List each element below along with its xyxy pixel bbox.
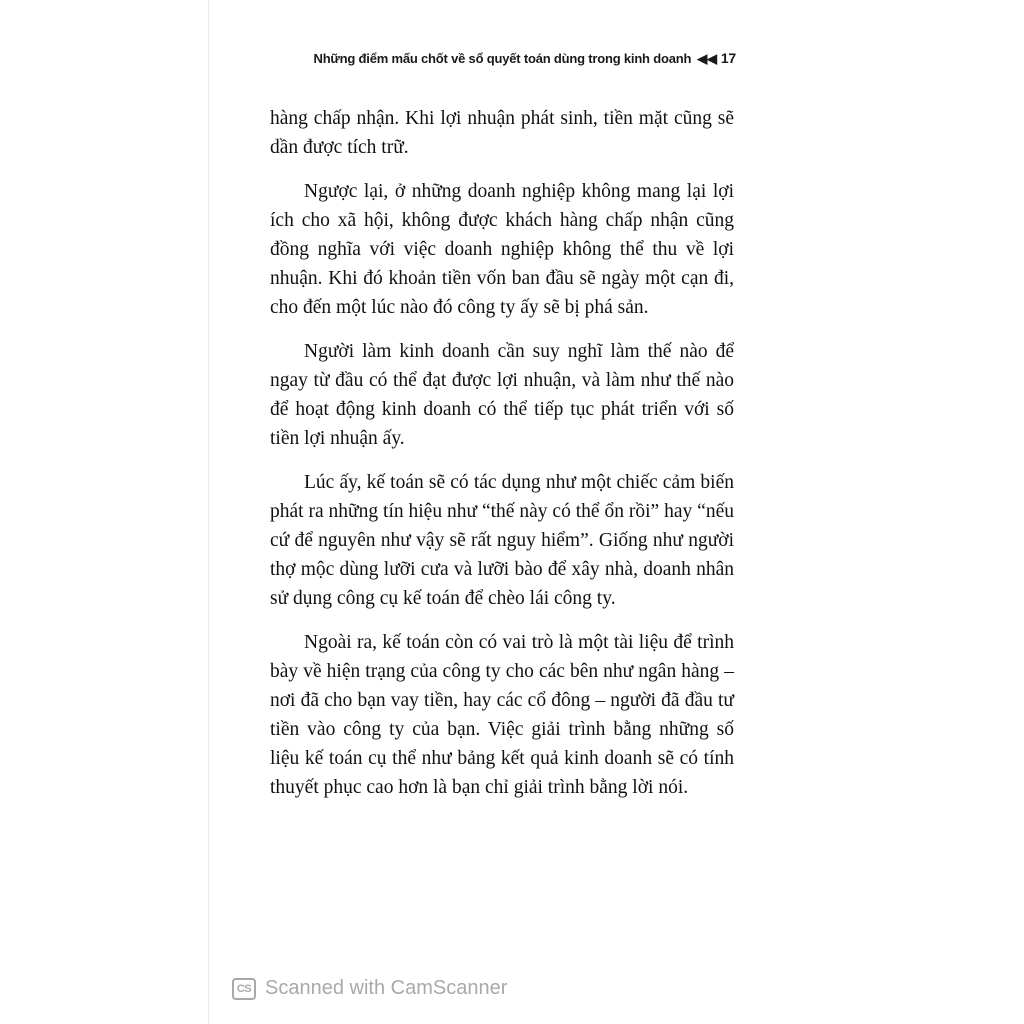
running-title: Những điểm mấu chốt về sổ quyết toán dùng trong kinh doanh [313, 51, 692, 66]
camscanner-logo-icon: CS [232, 978, 256, 1000]
body-text [270, 104, 734, 817]
paragraph-1: hàng chấp nhận. Khi lợi nhuận phát sinh, tiền mặt cũng sẽ dần được tích trữ. [270, 108, 734, 158]
page-edge-line [208, 0, 209, 1024]
double-arrow-left-icon: ◀◀ [697, 51, 717, 66]
camscanner-watermark [232, 977, 507, 1000]
watermark-text: Scanned with CamScanner [265, 977, 508, 999]
paragraph-2: Ngược lại, ở những doanh nghiệp không mang lại lợi ích cho xã hội, không được khách hàng chấp nhận cũng đồng nghĩa với việc doanh nghiệp không thể thu về lợi nhuận. Khi đó khoản tiền vốn ban đầu sẽ ngày một cạn đi, cho đến một lúc nào đó công ty ấy sẽ bị phá sản. [270, 181, 734, 318]
page-number: 17 [720, 50, 736, 66]
paragraph-4: Lúc ấy, kế toán sẽ có tác dụng như một chiếc cảm biến phát ra những tín hiệu như “thế này có thể ổn rồi” hay “nếu cứ để nguyên như vậy sẽ rất nguy hiểm”. Giống như người thợ mộc dùng lưỡi cưa và lưỡi bào để xây nhà, doanh nhân sử dụng công cụ kế toán để chèo lái công ty. [270, 472, 734, 609]
paragraph-5: Ngoài ra, kế toán còn có vai trò là một tài liệu để trình bày về hiện trạng của công ty cho các bên như ngân hàng – nơi đã cho bạn vay tiền, hay các cổ đông – người đã đầu tư tiền vào công ty của bạn. Việc giải trình bằng những số liệu kế toán cụ thể như bảng kết quả kinh doanh sẽ có tính thuyết phục cao hơn là bạn chỉ giải trình bằng lời nói. [270, 632, 734, 798]
paragraph-3: Người làm kinh doanh cần suy nghĩ làm thế nào để ngay từ đầu có thể đạt được lợi nhuận, và làm như thế nào để hoạt động kinh doanh có thể tiếp tục phát triển với số tiền lợi nhuận ấy. [270, 341, 734, 449]
running-header [314, 50, 737, 67]
